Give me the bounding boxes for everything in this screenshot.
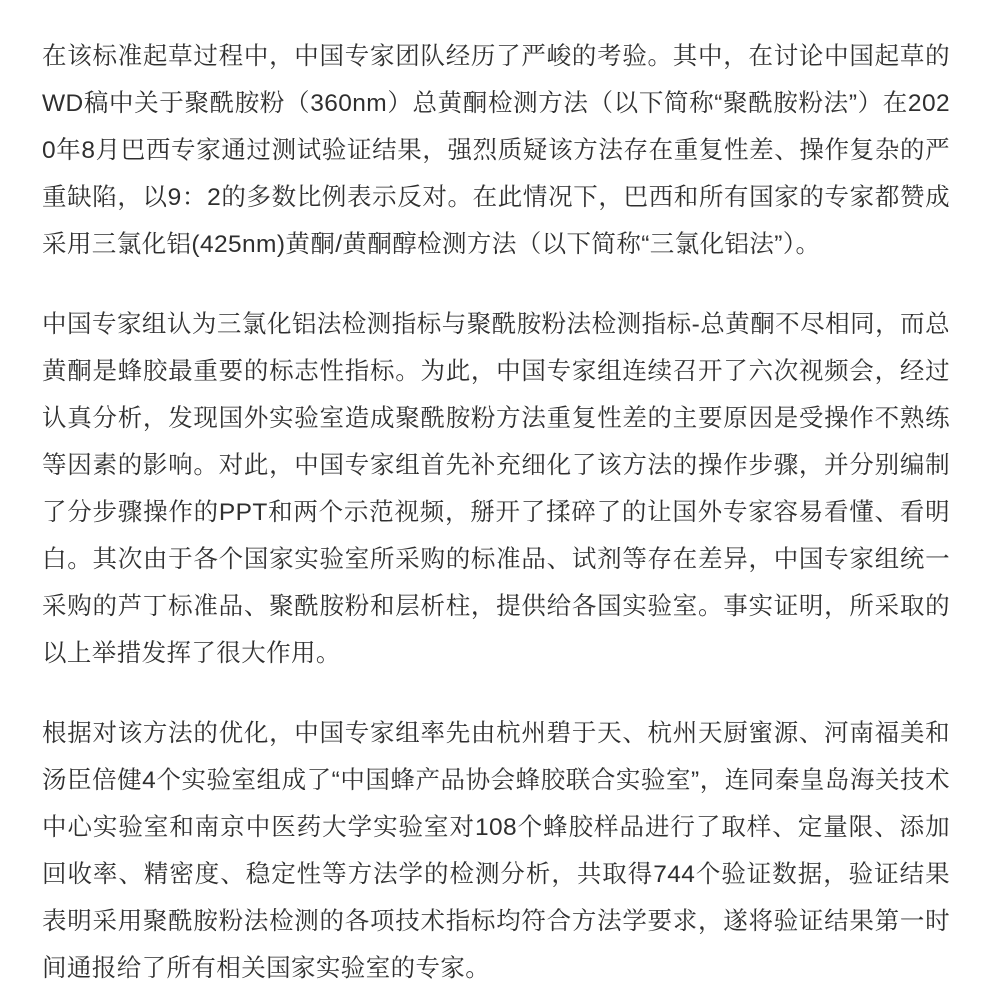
paragraph-method-validation-results: 根据对该方法的优化，中国专家组率先由杭州碧于天、杭州天厨蜜源、河南福美和汤臣倍健4个实验室组成了“中国蜂产品协会蜂胶联合实验室”，连同秦皇岛海关技术中心实验室和南京中医药大学实验室对108个蜂胶样品进行了取样、定量限、添加回收率、精密度、稳定性等方法学的检测分析，共取得744个验证数据，验证结果表明采用聚酰胺粉法检测的各项技术指标均符合方法学要求，遂将验证结果第一时间通报给了所有相关国家实验室的专家。 bbox=[42, 720, 950, 982]
paragraph-expert-group-analysis: 中国专家组认为三氯化铝法检测指标与聚酰胺粉法检测指标-总黄酮不尽相同，而总黄酮是蜂胶最重要的标志性指标。为此，中国专家组连续召开了六次视频会，经过认真分析，发现国外实验室造成聚酰胺粉方法重复性差的主要原因是受操作不熟练等因素的影响。对此，中国专家组首先补充细化了该方法的操作步骤，并分别编制了分步骤操作的PPT和两个示范视频，掰开了揉碎了的让国外专家容易看懂、看明白。其次由于各个国家实验室所采购的标准品、试剂等存在差异，中国专家组统一采购的芦丁标准品、聚酰胺粉和层析柱，提供给各国实验室。事实证明，所采取的以上举措发挥了很大作用。 bbox=[42, 311, 950, 667]
paragraph-standard-drafting-dispute: 在该标准起草过程中，中国专家团队经历了严峻的考验。其中，在讨论中国起草的WD稿中关于聚酰胺粉（360nm）总黄酮检测方法（以下简称“聚酰胺粉法”）在2020年8月巴西专家通过测试验证结果，强烈质疑该方法存在重复性差、操作复杂的严重缺陷，以9：2的多数比例表示反对。在此情况下，巴西和所有国家的专家都赞成采用三氯化铝(425nm)黄酮/黄酮醇检测方法（以下简称“三氯化铝法”）。 bbox=[42, 43, 950, 258]
